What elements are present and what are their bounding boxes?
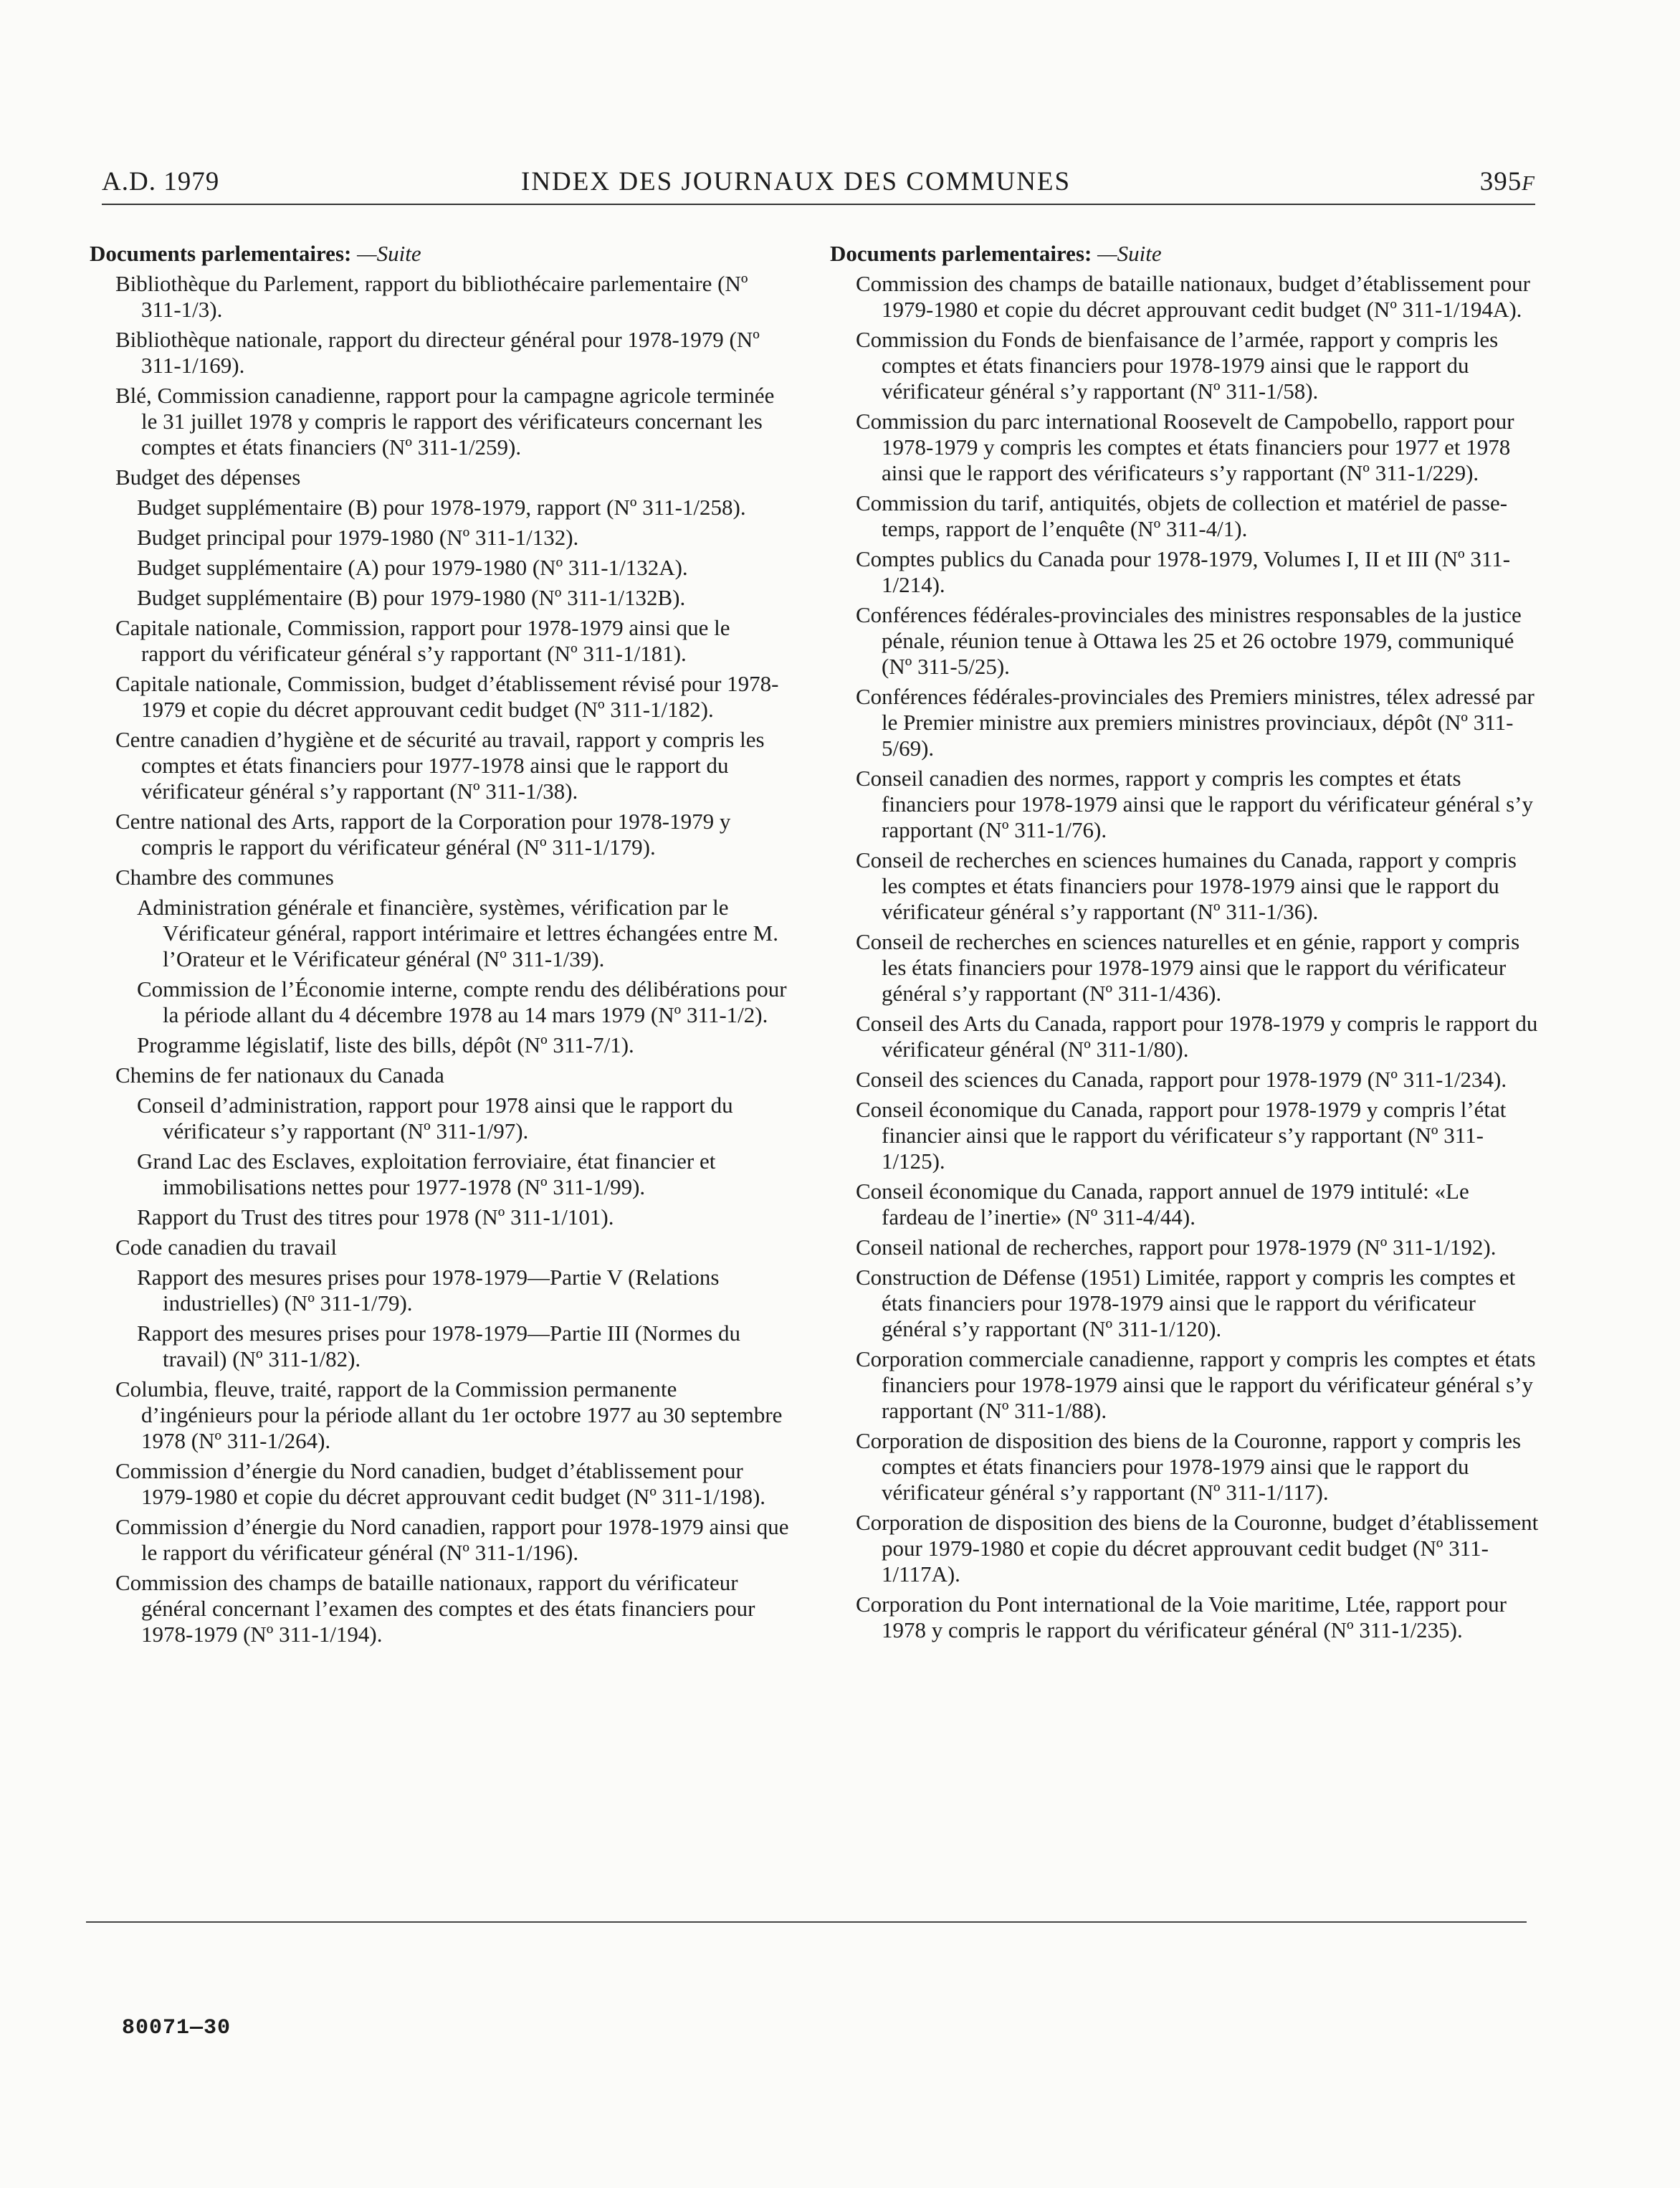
header-year: A.D. 1979 <box>102 167 220 196</box>
column-heading <box>90 241 792 267</box>
index-entry: Budget principal pour 1979-1980 (Nº 311-1/132). <box>137 525 579 550</box>
index-entry: Budget supplémentaire (A) pour 1979-1980 (Nº 311-1/132A). <box>137 555 688 580</box>
index-entry: Corporation de disposition des biens de la Couronne, budget d’établissement pour 1979-1980 et copie du décret approuvant cedit budget (Nº 311-1/117A). <box>856 1510 1539 1587</box>
index-entry: Capitale nationale, Commission, rapport pour 1978-1979 ainsi que le rapport du vérificateur général s’y rapportant (Nº 311-1/181). <box>115 615 730 666</box>
index-entry: Conseil d’administration, rapport pour 1978 ainsi que le rapport du vérificateur s’y rapportant (Nº 311-1/97). <box>137 1093 733 1143</box>
index-entry: Bibliothèque nationale, rapport du directeur général pour 1978-1979 (Nº 311-1/169). <box>115 327 760 378</box>
index-entry: Comptes publics du Canada pour 1978-1979, Volumes I, II et III (Nº 311-1/214). <box>856 546 1511 597</box>
index-entry: Capitale nationale, Commission, budget d’établissement révisé pour 1978-1979 et copie du décret approuvant cedit budget (Nº 311-1/182). <box>115 671 779 722</box>
index-entry: Blé, Commission canadienne, rapport pour la campagne agricole terminée le 31 juillet 1978 y compris le rapport des vérificateurs concernant les comptes et états financiers (Nº 311-1/259). <box>115 383 775 460</box>
index-entry: Rapport du Trust des titres pour 1978 (Nº 311-1/101). <box>137 1204 614 1229</box>
index-entry: Conseil des sciences du Canada, rapport pour 1978-1979 (Nº 311-1/234). <box>856 1067 1507 1092</box>
right-column <box>830 241 1540 1647</box>
index-entry: Commission d’énergie du Nord canadien, rapport pour 1978-1979 ainsi que le rapport du vérificateur général (Nº 311-1/196). <box>115 1514 789 1565</box>
index-entry: Commission des champs de bataille nationaux, rapport du vérificateur général concernant l’examen des comptes et des états financiers pour 1978-1979 (Nº 311-1/194). <box>115 1570 755 1647</box>
page-header <box>102 166 1535 201</box>
index-entry: Commission d’énergie du Nord canadien, budget d’établissement pour 1979-1980 et copie du décret approuvant cedit budget (Nº 311-1/198). <box>115 1458 766 1509</box>
index-entry: Code canadien du travail <box>115 1235 338 1260</box>
index-entry: Conseil économique du Canada, rapport pour 1978-1979 y compris l’état financier ainsi que le rapport du vérificateur s’y rapportant (Nº 311-1/125). <box>856 1097 1507 1174</box>
heading-suite: —Suite <box>1097 241 1162 266</box>
footer-code: 80071—30 <box>122 2016 232 2040</box>
index-entry: Construction de Défense (1951) Limitée, rapport y compris les comptes et états financiers pour 1978-1979 ainsi que le rapport du vérificateur général s’y rapportant (Nº 311-1/120). <box>856 1265 1516 1341</box>
index-entry: Budget supplémentaire (B) pour 1979-1980 (Nº 311-1/132B). <box>137 585 686 610</box>
index-entry: Conseil national de recherches, rapport pour 1978-1979 (Nº 311-1/192). <box>856 1235 1497 1260</box>
index-entry: Conseil canadien des normes, rapport y compris les comptes et états financiers pour 1978-1979 ainsi que le rapport du vérificateur général s’y rapportant (Nº 311-1/76). <box>856 766 1534 842</box>
index-entry: Budget des dépenses <box>115 465 301 490</box>
index-entry: Rapport des mesures prises pour 1978-1979—Partie III (Normes du travail) (Nº 311-1/82). <box>137 1321 740 1371</box>
index-entry: Chambre des communes <box>115 865 334 890</box>
index-entry: Centre national des Arts, rapport de la Corporation pour 1978-1979 y compris le rapport du vérificateur général (Nº 311-1/179). <box>115 809 731 860</box>
index-entry: Centre canadien d’hygiène et de sécurité au travail, rapport y compris les comptes et états financiers pour 1977-1978 ainsi que le rapport du vérificateur général s’y rapportant (Nº 311-1/38). <box>115 727 765 804</box>
heading-label: Documents parlementaires: <box>830 241 1092 266</box>
column-heading <box>830 241 1540 267</box>
index-entry: Budget supplémentaire (B) pour 1978-1979, rapport (Nº 311-1/258). <box>137 495 746 520</box>
index-entry: Chemins de fer nationaux du Canada <box>115 1062 444 1088</box>
index-entry: Conseil économique du Canada, rapport annuel de 1979 intitulé: «Le fardeau de l’inertie» (Nº 311-4/44). <box>856 1179 1469 1229</box>
index-entry: Corporation de disposition des biens de la Couronne, rapport y compris les comptes et états financiers pour 1978-1979 ainsi que le rapport du vérificateur général s’y rapportant (Nº 311-1/117). <box>856 1428 1522 1505</box>
index-entry: Grand Lac des Esclaves, exploitation ferroviaire, état financier et immobilisations nettes pour 1977-1978 (Nº 311-1/99). <box>137 1148 716 1199</box>
index-entry: Conférences fédérales-provinciales des ministres responsables de la justice pénale, réunion tenue à Ottawa les 25 et 26 octobre 1979, communiqué (Nº 311-5/25). <box>856 602 1522 679</box>
page-number: 395 <box>1479 167 1522 196</box>
page-suffix: F <box>1522 172 1535 195</box>
index-entry: Columbia, fleuve, traité, rapport de la Commission permanente d’ingénieurs pour la période allant du 1er octobre 1977 au 30 septembre 1978 (Nº 311-1/264). <box>115 1376 783 1453</box>
index-entry: Bibliothèque du Parlement, rapport du bibliothécaire parlementaire (Nº 311-1/3). <box>115 271 748 322</box>
footer-rule <box>86 1921 1527 1923</box>
index-entry: Commission de l’Économie interne, compte rendu des délibérations pour la période allant du 4 décembre 1978 au 14 mars 1979 (Nº 311-1/2). <box>137 976 787 1027</box>
header-title: INDEX DES JOURNAUX DES COMMUNES <box>521 167 1072 196</box>
index-entry: Commission du Fonds de bienfaisance de l’armée, rapport y compris les comptes et états financiers pour 1978-1979 ainsi que le rapport du vérificateur général s’y rapportant (Nº 311-1/58). <box>856 327 1499 404</box>
index-entry: Conseil de recherches en sciences humaines du Canada, rapport y compris les comptes et états financiers pour 1978-1979 ainsi que le rapport du vérificateur général s’y rapportant (Nº 311-1/36). <box>856 847 1517 924</box>
left-column <box>90 241 792 1652</box>
index-entry: Corporation du Pont international de la Voie maritime, Ltée, rapport pour 1978 y compris le rapport du vérificateur général (Nº 311-1/235). <box>856 1592 1507 1642</box>
index-entry: Conseil des Arts du Canada, rapport pour 1978-1979 y compris le rapport du vérificateur général (Nº 311-1/80). <box>856 1011 1538 1062</box>
index-entry: Commission des champs de bataille nationaux, budget d’établissement pour 1979-1980 et copie du décret approuvant cedit budget (Nº 311-1/194A). <box>856 271 1531 322</box>
heading-label: Documents parlementaires: <box>90 241 352 266</box>
header-rule <box>102 204 1535 205</box>
header-page-number <box>1480 166 1535 197</box>
index-entry: Commission du parc international Roosevelt de Campobello, rapport pour 1978-1979 y compris les comptes et états financiers pour 1977 et 1978 ainsi que le rapport des vérificateurs s’y rapportant (Nº 311-1/229). <box>856 409 1514 485</box>
index-entry: Conseil de recherches en sciences naturelles et en génie, rapport y compris les états financiers pour 1978-1979 ainsi que le rapport du vérificateur général s’y rapportant (Nº 311-1/436). <box>856 929 1520 1006</box>
index-entry: Corporation commerciale canadienne, rapport y compris les comptes et états financiers pour 1978-1979 ainsi que le rapport du vérificateur général s’y rapportant (Nº 311-1/88). <box>856 1346 1536 1423</box>
index-entry: Conférences fédérales-provinciales des Premiers ministres, télex adressé par le Premier ministre aux premiers ministres provinciaux, dépôt (Nº 311-5/69). <box>856 684 1535 761</box>
index-entry: Programme législatif, liste des bills, dépôt (Nº 311-7/1). <box>137 1032 634 1057</box>
index-entry: Commission du tarif, antiquités, objets de collection et matériel de passe-temps, rapport de l’enquête (Nº 311-4/1). <box>856 490 1508 541</box>
heading-suite: —Suite <box>357 241 421 266</box>
index-entry: Rapport des mesures prises pour 1978-1979—Partie V (Relations industrielles) (Nº 311-1/79). <box>137 1265 720 1316</box>
index-entry: Administration générale et financière, systèmes, vérification par le Vérificateur général, rapport intérimaire et lettres échangées entre M. l’Orateur et le Vérificateur général (Nº 311-1/39). <box>137 895 778 971</box>
